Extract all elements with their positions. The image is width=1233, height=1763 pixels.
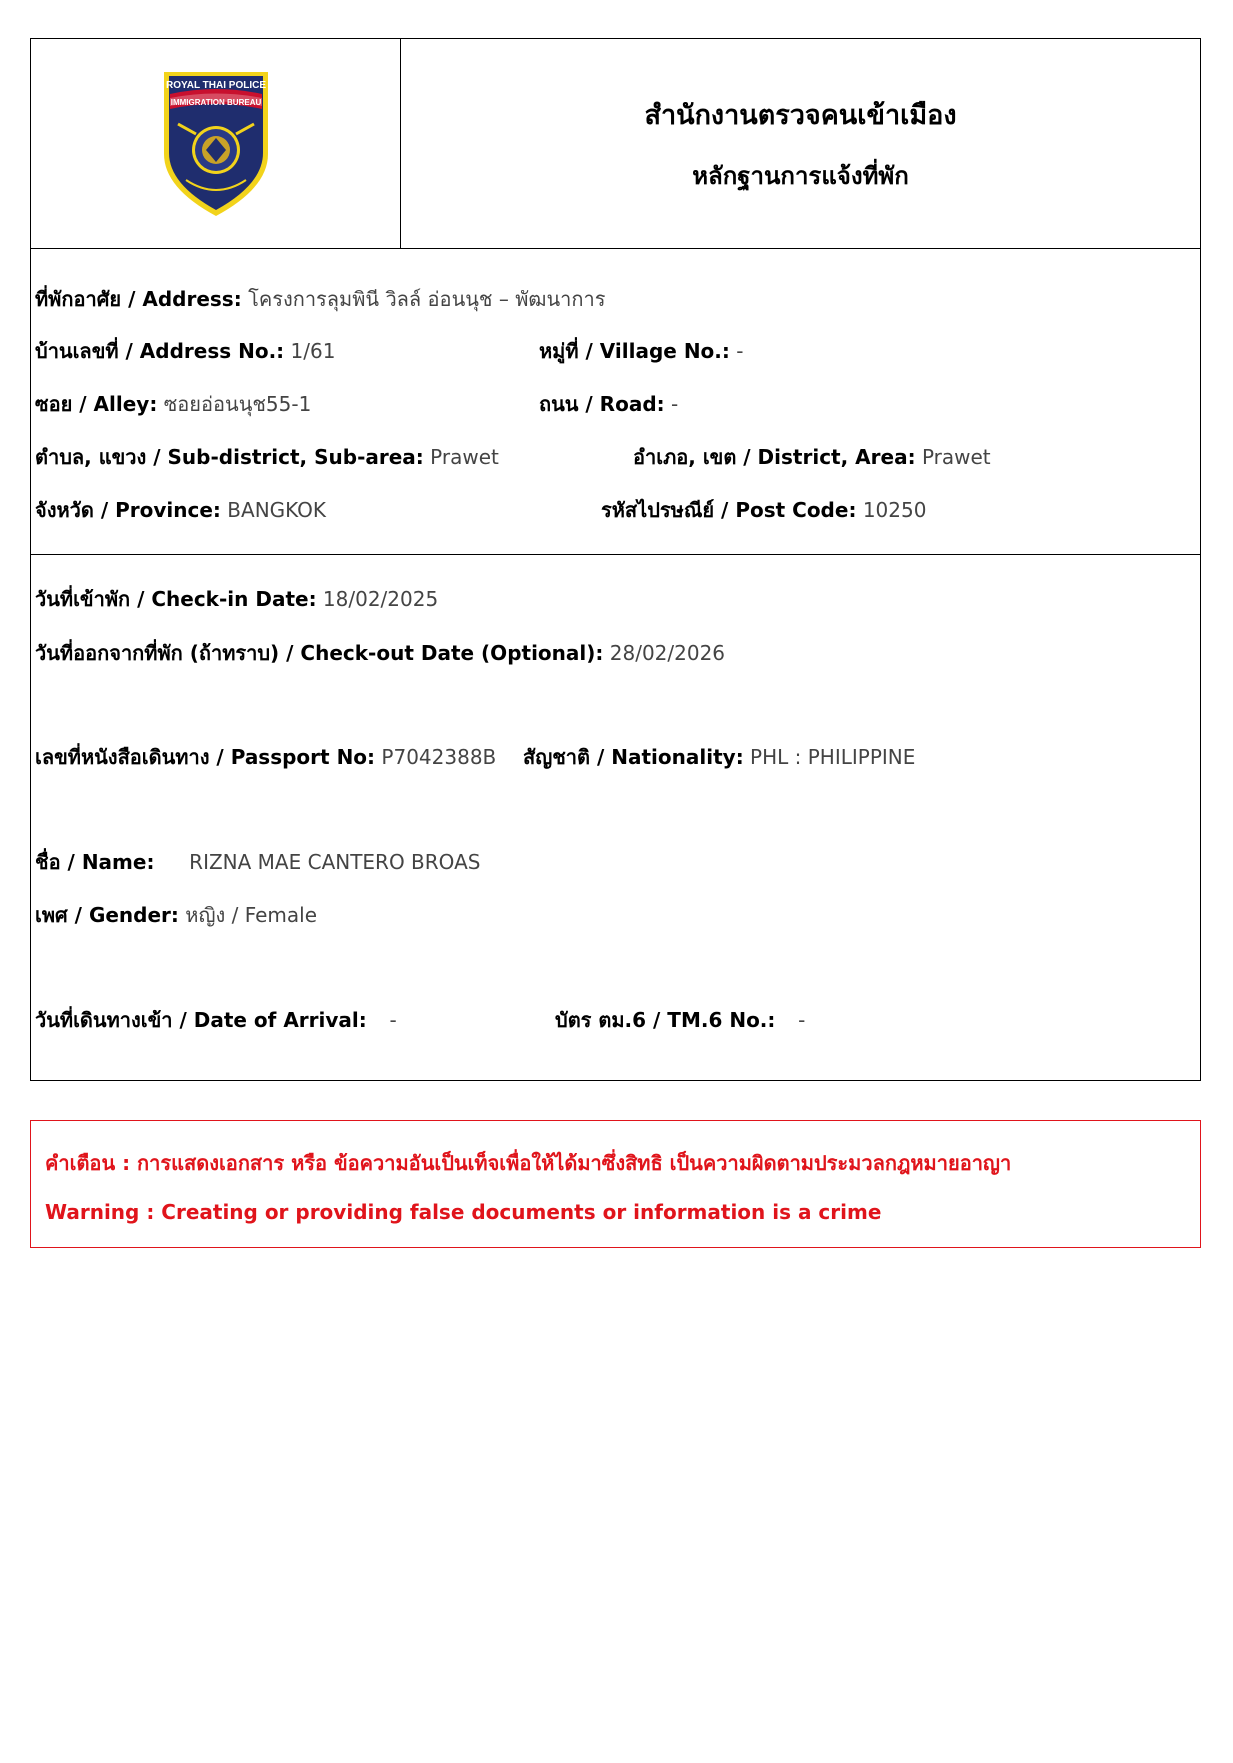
page-subtitle: หลักฐานการแจ้งที่พัก <box>692 161 909 190</box>
warning-box <box>30 1120 1201 1248</box>
nationality-value: PHL : PHILIPPINE <box>750 745 916 769</box>
address-value: โครงการลุมพินี วิลล์ อ่อนนุช – พัฒนาการ <box>248 287 606 311</box>
district-row <box>633 441 991 473</box>
district-value: Prawet <box>921 445 991 469</box>
passport-row <box>35 741 915 773</box>
checkin-value: 18/02/2025 <box>322 587 439 611</box>
details-section <box>31 555 1200 1080</box>
gender-label: เพศ / Gender: <box>35 903 179 927</box>
tm6-value: - <box>798 1008 806 1032</box>
svg-text:ROYAL THAI POLICE: ROYAL THAI POLICE <box>165 79 266 91</box>
subdistrict-row <box>35 441 499 473</box>
address-section <box>31 249 1200 555</box>
checkout-label: วันที่ออกจากที่พัก (ถ้าทราบ) / Check-out Date (Optional): <box>35 641 604 665</box>
alley-label: ซอย / Alley: <box>35 392 158 416</box>
road-row <box>539 388 678 420</box>
postcode-label: รหัสไปรษณีย์ / Post Code: <box>601 498 857 522</box>
arrival-row <box>35 1004 397 1036</box>
name-row <box>35 846 480 878</box>
address-no-value: 1/61 <box>290 339 336 363</box>
checkout-value: 28/02/2026 <box>609 641 726 665</box>
immigration-bureau-badge-icon <box>156 68 276 220</box>
checkin-label: วันที่เข้าพัก / Check-in Date: <box>35 587 317 611</box>
passport-label: เลขที่หนังสือเดินทาง / Passport No: <box>35 745 376 769</box>
nationality-label: สัญชาติ / Nationality: <box>522 745 744 769</box>
gender-row <box>35 899 317 931</box>
form-header <box>31 39 1200 249</box>
registration-form <box>30 38 1201 1081</box>
address-label: ที่พักอาศัย / Address: <box>35 287 242 311</box>
subdistrict-label: ตำบล, แขวง / Sub-district, Sub-area: <box>35 445 424 469</box>
name-value: RIZNA MAE CANTERO BROAS <box>189 850 481 874</box>
logo-cell <box>31 39 401 248</box>
village-label: หมู่ที่ / Village No.: <box>539 339 730 363</box>
province-value: BANGKOK <box>227 498 327 522</box>
address-row <box>35 283 605 315</box>
svg-text:IMMIGRATION BUREAU: IMMIGRATION BUREAU <box>170 97 261 107</box>
postcode-value: 10250 <box>862 498 927 522</box>
province-row <box>35 494 326 526</box>
address-no-row <box>35 335 335 367</box>
name-label: ชื่อ / Name: <box>35 850 155 874</box>
checkin-row <box>35 583 438 615</box>
title-cell <box>401 39 1200 248</box>
province-label: จังหวัด / Province: <box>35 498 221 522</box>
arrival-label: วันที่เดินทางเข้า / Date of Arrival: <box>35 1008 367 1032</box>
village-row <box>539 335 743 367</box>
tm6-row <box>555 1004 805 1036</box>
road-value: - <box>671 392 679 416</box>
warning-thai: คำเตือน : การแสดงเอกสาร หรือ ข้อความอันเป็นเท็จเพื่อให้ได้มาซึ่งสิทธิ เป็นความผิดตามประมวลกฎหมายอาญา <box>45 1151 1012 1175</box>
gender-value: หญิง / Female <box>185 903 318 927</box>
passport-value: P7042388B <box>381 745 497 769</box>
warning-english: Warning : Creating or providing false documents or information is a crime <box>45 1200 882 1224</box>
village-value: - <box>736 339 744 363</box>
page-title: สำนักงานตรวจคนเข้าเมือง <box>644 99 957 131</box>
checkout-row <box>35 637 725 669</box>
district-label: อำเภอ, เขต / District, Area: <box>633 445 916 469</box>
subdistrict-value: Prawet <box>430 445 499 469</box>
road-label: ถนน / Road: <box>539 392 665 416</box>
address-no-label: บ้านเลขที่ / Address No.: <box>35 339 285 363</box>
alley-value: ซอยอ่อนนุช55-1 <box>163 392 312 416</box>
alley-row <box>35 388 311 420</box>
postcode-row <box>601 494 926 526</box>
tm6-label: บัตร ตม.6 / TM.6 No.: <box>555 1008 776 1032</box>
arrival-value: - <box>389 1008 397 1032</box>
